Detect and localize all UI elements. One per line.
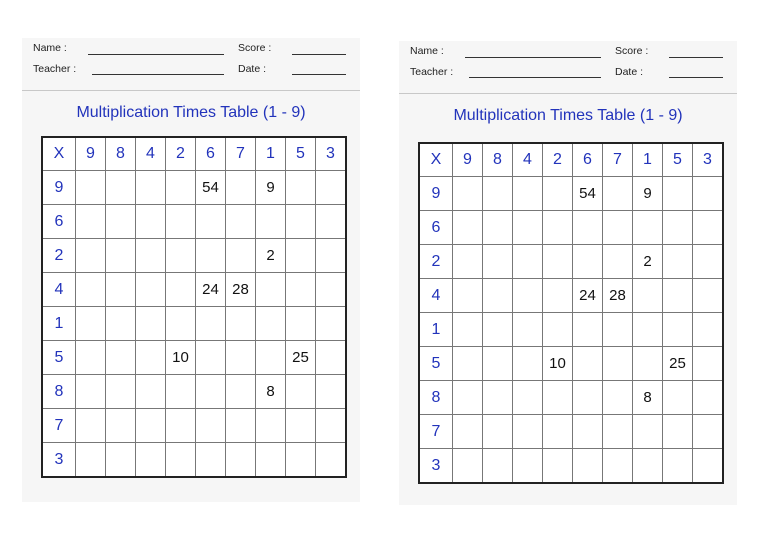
row-header: 1 (42, 307, 76, 341)
name-label: Name : (33, 42, 67, 54)
answer-cell[interactable] (603, 177, 633, 211)
answer-cell[interactable] (453, 211, 483, 245)
answer-cell[interactable] (663, 381, 693, 415)
score-label: Score : (615, 45, 649, 57)
row-header: 5 (42, 341, 76, 375)
table-row (419, 449, 723, 484)
row-header: 6 (419, 211, 453, 245)
column-header: 8 (483, 143, 513, 177)
answer-cell[interactable] (543, 415, 573, 449)
answer-cell[interactable] (76, 307, 106, 341)
answer-cell[interactable] (693, 177, 724, 211)
table-row (419, 177, 723, 211)
table-row (419, 245, 723, 279)
date-field[interactable] (292, 74, 346, 75)
answer-cell[interactable] (226, 307, 256, 341)
row-header: 8 (419, 381, 453, 415)
answer-cell[interactable] (286, 375, 316, 409)
answer-cell[interactable] (136, 205, 166, 239)
answer-cell[interactable]: 25 (286, 341, 316, 375)
answer-cell[interactable]: 28 (603, 279, 633, 313)
answer-cell[interactable] (316, 205, 347, 239)
answer-cell[interactable] (76, 409, 106, 443)
answer-cell[interactable] (573, 449, 603, 484)
answer-cell[interactable] (693, 245, 724, 279)
answer-cell[interactable] (196, 239, 226, 273)
answer-cell[interactable] (76, 171, 106, 205)
answer-cell[interactable] (136, 307, 166, 341)
answer-cell[interactable] (286, 239, 316, 273)
row-header: 1 (419, 313, 453, 347)
answer-cell[interactable] (76, 341, 106, 375)
score-field[interactable] (669, 57, 723, 58)
answer-cell[interactable] (663, 279, 693, 313)
answer-cell[interactable] (663, 415, 693, 449)
answer-cell[interactable] (513, 245, 543, 279)
column-header: 7 (226, 137, 256, 171)
answer-cell[interactable]: 9 (256, 171, 286, 205)
answer-cell[interactable]: 8 (256, 375, 286, 409)
answer-cell[interactable] (633, 449, 663, 484)
answer-cell[interactable] (513, 381, 543, 415)
row-header: 5 (419, 347, 453, 381)
column-header: 9 (76, 137, 106, 171)
column-header: 2 (166, 137, 196, 171)
answer-cell[interactable] (136, 273, 166, 307)
answer-cell[interactable] (633, 347, 663, 381)
row-header: 8 (42, 375, 76, 409)
answer-cell[interactable] (196, 341, 226, 375)
teacher-label: Teacher : (410, 66, 454, 78)
name-field[interactable] (465, 57, 601, 58)
answer-cell[interactable] (453, 381, 483, 415)
answer-cell[interactable]: 54 (196, 171, 226, 205)
teacher-label: Teacher : (33, 63, 77, 75)
table-row (42, 273, 346, 307)
corner-cell: X (419, 143, 453, 177)
table-row (42, 341, 346, 375)
answer-cell[interactable] (543, 177, 573, 211)
column-header: 2 (543, 143, 573, 177)
answer-cell[interactable] (543, 279, 573, 313)
answer-cell[interactable] (226, 443, 256, 478)
answer-cell[interactable] (106, 409, 136, 443)
answer-cell[interactable] (663, 177, 693, 211)
column-header: 9 (453, 143, 483, 177)
answer-cell[interactable]: 24 (196, 273, 226, 307)
answer-cell[interactable] (543, 245, 573, 279)
row-header: 6 (42, 205, 76, 239)
answer-cell[interactable]: 10 (543, 347, 573, 381)
teacher-field[interactable] (469, 77, 601, 78)
answer-cell[interactable] (106, 239, 136, 273)
answer-cell[interactable] (543, 211, 573, 245)
answer-cell[interactable] (483, 177, 513, 211)
answer-cell[interactable]: 8 (633, 381, 663, 415)
answer-cell[interactable] (256, 341, 286, 375)
answer-cell[interactable] (573, 415, 603, 449)
answer-cell[interactable] (483, 279, 513, 313)
answer-cell[interactable] (256, 443, 286, 478)
row-header: 7 (419, 415, 453, 449)
table-row (42, 443, 346, 478)
answer-cell[interactable] (603, 381, 633, 415)
column-header: 3 (693, 143, 724, 177)
answer-cell[interactable] (603, 449, 633, 484)
answer-cell[interactable] (316, 307, 347, 341)
answer-cell[interactable] (106, 205, 136, 239)
answer-cell[interactable] (633, 211, 663, 245)
answer-cell[interactable] (106, 307, 136, 341)
answer-cell[interactable] (573, 211, 603, 245)
date-label: Date : (615, 66, 644, 78)
table-row (42, 171, 346, 205)
answer-cell[interactable] (513, 449, 543, 484)
corner-cell: X (42, 137, 76, 171)
answer-cell[interactable] (316, 341, 347, 375)
answer-cell[interactable]: 54 (573, 177, 603, 211)
answer-cell[interactable] (196, 409, 226, 443)
answer-cell[interactable] (543, 313, 573, 347)
column-header: 1 (633, 143, 663, 177)
answer-cell[interactable] (196, 443, 226, 478)
answer-cell[interactable] (256, 307, 286, 341)
score-field[interactable] (292, 54, 346, 55)
header-separator (22, 90, 360, 91)
answer-cell[interactable] (453, 279, 483, 313)
date-field[interactable] (669, 77, 723, 78)
answer-cell[interactable] (573, 347, 603, 381)
column-header: 6 (573, 143, 603, 177)
column-header: 7 (603, 143, 633, 177)
answer-cell[interactable] (453, 245, 483, 279)
answer-cell[interactable] (483, 415, 513, 449)
answer-cell[interactable] (286, 205, 316, 239)
answer-cell[interactable] (166, 375, 196, 409)
row-header: 9 (419, 177, 453, 211)
answer-cell[interactable] (76, 239, 106, 273)
multiplication-table (418, 142, 724, 484)
answer-cell[interactable] (286, 171, 316, 205)
row-header: 3 (42, 443, 76, 478)
table-row (42, 205, 346, 239)
answer-cell[interactable] (136, 443, 166, 478)
table-row (419, 279, 723, 313)
answer-cell[interactable] (106, 273, 136, 307)
answer-cell[interactable] (226, 171, 256, 205)
name-label: Name : (410, 45, 444, 57)
answer-cell[interactable] (166, 307, 196, 341)
answer-cell[interactable] (196, 205, 226, 239)
answer-cell[interactable] (483, 449, 513, 484)
answer-cell[interactable]: 2 (633, 245, 663, 279)
answer-cell[interactable] (106, 341, 136, 375)
column-header: 4 (513, 143, 543, 177)
answer-cell[interactable] (483, 245, 513, 279)
answer-cell[interactable] (453, 449, 483, 484)
answer-cell[interactable]: 2 (256, 239, 286, 273)
column-header: 1 (256, 137, 286, 171)
answer-cell[interactable] (453, 415, 483, 449)
answer-cell[interactable] (226, 341, 256, 375)
table-row (42, 307, 346, 341)
answer-cell[interactable] (513, 347, 543, 381)
row-header: 7 (42, 409, 76, 443)
answer-cell[interactable] (483, 381, 513, 415)
column-header: 4 (136, 137, 166, 171)
answer-cell[interactable] (453, 347, 483, 381)
answer-cell[interactable] (693, 211, 724, 245)
answer-cell[interactable] (316, 171, 347, 205)
answer-cell[interactable] (226, 205, 256, 239)
answer-cell[interactable] (106, 375, 136, 409)
row-header: 2 (419, 245, 453, 279)
worksheet-left (22, 38, 360, 502)
answer-cell[interactable] (543, 381, 573, 415)
answer-cell[interactable] (603, 313, 633, 347)
answer-cell[interactable] (603, 211, 633, 245)
answer-cell[interactable]: 28 (226, 273, 256, 307)
answer-cell[interactable] (226, 239, 256, 273)
answer-cell[interactable] (196, 307, 226, 341)
answer-cell[interactable] (76, 273, 106, 307)
row-header: 9 (42, 171, 76, 205)
answer-cell[interactable] (316, 239, 347, 273)
multiplication-table (41, 136, 347, 478)
date-label: Date : (238, 63, 267, 75)
answer-cell[interactable] (543, 449, 573, 484)
answer-cell[interactable] (256, 273, 286, 307)
answer-cell[interactable] (136, 239, 166, 273)
answer-cell[interactable] (256, 205, 286, 239)
answer-cell[interactable] (166, 443, 196, 478)
answer-cell[interactable] (513, 211, 543, 245)
table-row (42, 239, 346, 273)
answer-cell[interactable] (573, 313, 603, 347)
answer-cell[interactable] (573, 381, 603, 415)
answer-cell[interactable]: 9 (633, 177, 663, 211)
column-header: 8 (106, 137, 136, 171)
answer-cell[interactable] (483, 347, 513, 381)
answer-cell[interactable] (513, 177, 543, 211)
answer-cell[interactable] (693, 313, 724, 347)
answer-cell[interactable] (693, 449, 724, 484)
answer-cell[interactable] (136, 375, 166, 409)
answer-cell[interactable] (603, 347, 633, 381)
answer-cell[interactable] (693, 415, 724, 449)
answer-cell[interactable] (663, 245, 693, 279)
answer-cell[interactable] (316, 443, 347, 478)
answer-cell[interactable] (166, 205, 196, 239)
worksheet-right (399, 41, 737, 505)
answer-cell[interactable] (136, 409, 166, 443)
answer-cell[interactable] (76, 443, 106, 478)
column-header: 6 (196, 137, 226, 171)
answer-cell[interactable] (316, 273, 347, 307)
answer-cell[interactable] (76, 205, 106, 239)
answer-cell[interactable] (136, 171, 166, 205)
answer-cell[interactable] (316, 375, 347, 409)
teacher-field[interactable] (92, 74, 224, 75)
answer-cell[interactable] (106, 443, 136, 478)
column-header: 5 (663, 143, 693, 177)
answer-cell[interactable] (693, 347, 724, 381)
name-field[interactable] (88, 54, 224, 55)
answer-cell[interactable] (483, 313, 513, 347)
score-label: Score : (238, 42, 272, 54)
answer-cell[interactable] (166, 239, 196, 273)
answer-cell[interactable] (453, 313, 483, 347)
table-row (419, 347, 723, 381)
answer-cell[interactable] (166, 273, 196, 307)
header-separator (399, 93, 737, 94)
answer-cell[interactable] (573, 245, 603, 279)
column-header: 5 (286, 137, 316, 171)
answer-cell[interactable] (316, 409, 347, 443)
answer-cell[interactable] (286, 273, 316, 307)
answer-cell[interactable] (513, 415, 543, 449)
answer-cell[interactable] (286, 443, 316, 478)
answer-cell[interactable] (603, 245, 633, 279)
answer-cell[interactable] (663, 449, 693, 484)
answer-cell[interactable] (513, 313, 543, 347)
answer-cell[interactable] (633, 313, 663, 347)
answer-cell[interactable]: 24 (573, 279, 603, 313)
row-header: 4 (419, 279, 453, 313)
table-header-row (42, 137, 346, 171)
answer-cell[interactable] (166, 171, 196, 205)
answer-cell[interactable] (286, 409, 316, 443)
answer-cell[interactable] (226, 409, 256, 443)
table-row (419, 211, 723, 245)
answer-cell[interactable] (136, 341, 166, 375)
table-header-row (419, 143, 723, 177)
answer-cell[interactable] (513, 279, 543, 313)
answer-cell[interactable] (603, 415, 633, 449)
row-header: 4 (42, 273, 76, 307)
answer-cell[interactable] (256, 409, 286, 443)
answer-cell[interactable] (196, 375, 226, 409)
answer-cell[interactable] (226, 375, 256, 409)
table-row (419, 415, 723, 449)
answer-cell[interactable]: 10 (166, 341, 196, 375)
answer-cell[interactable]: 25 (663, 347, 693, 381)
answer-cell[interactable] (633, 279, 663, 313)
worksheet-title: Multiplication Times Table (1 - 9) (453, 107, 683, 124)
answer-cell[interactable] (106, 171, 136, 205)
answer-cell[interactable] (483, 211, 513, 245)
row-header: 3 (419, 449, 453, 484)
table-row (42, 409, 346, 443)
worksheet-title: Multiplication Times Table (1 - 9) (76, 104, 306, 121)
answer-cell[interactable] (453, 177, 483, 211)
answer-cell[interactable] (633, 415, 663, 449)
answer-cell[interactable] (663, 211, 693, 245)
row-header: 2 (42, 239, 76, 273)
answer-cell[interactable] (663, 313, 693, 347)
column-header: 3 (316, 137, 347, 171)
answer-cell[interactable] (166, 409, 196, 443)
answer-cell[interactable] (76, 375, 106, 409)
answer-cell[interactable] (693, 381, 724, 415)
answer-cell[interactable] (693, 279, 724, 313)
answer-cell[interactable] (286, 307, 316, 341)
table-row (419, 313, 723, 347)
table-row (42, 375, 346, 409)
table-row (419, 381, 723, 415)
